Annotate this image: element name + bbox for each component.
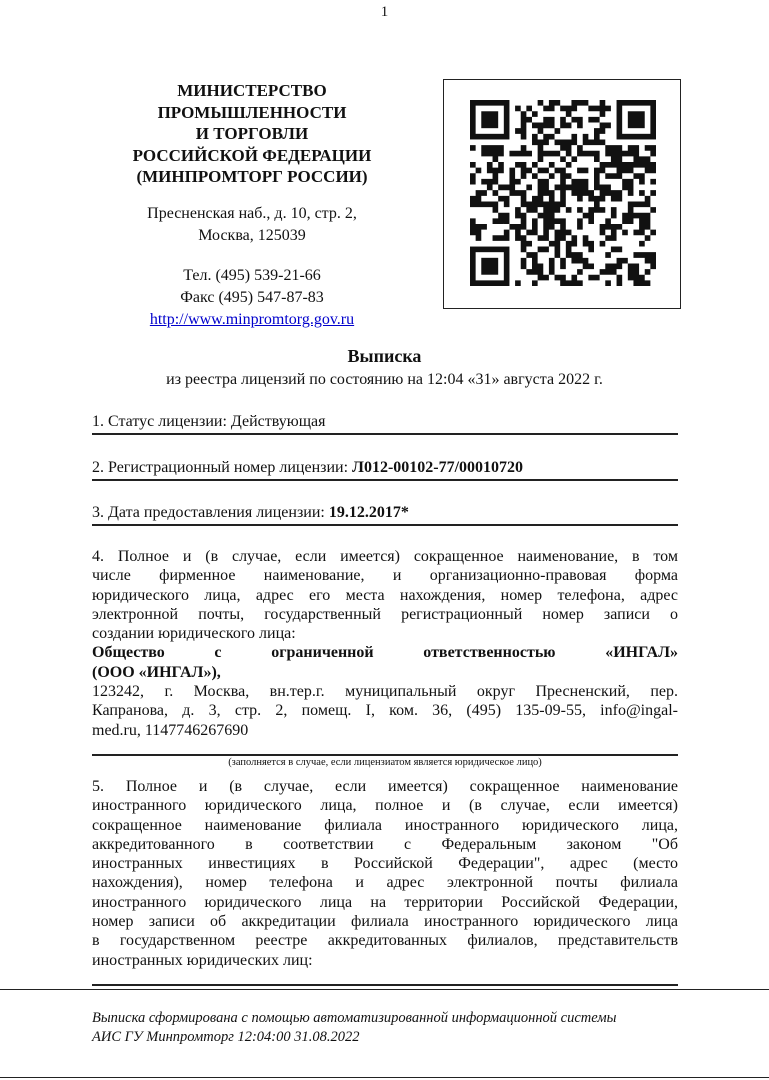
license-registration-number [92,458,678,481]
document-title: Выписка [347,346,422,366]
section-5-heading [92,777,678,970]
organization-name: Общество с ограниченной ответственностью «ИНГАЛ» [92,644,678,662]
issue-date-value: 19.12.2017* [328,504,409,521]
text-line: иностранного юридического лица, полное и (в случае, если имеется) [92,797,678,815]
organization-address-line: 123242, г. Москва, вн.тер.г. муниципальный округ Пресненский, пер. [92,683,678,701]
ministry-name-line: РОССИЙСКОЙ ФЕДЕРАЦИИ [132,145,372,165]
fax: Факс (495) 547-87-83 [180,288,324,306]
text-line: создании юридического лица: [92,625,296,643]
bottom-separator [0,1077,769,1078]
text-line: иностранных инвестициях в Российской Федерации", адрес (место [92,855,678,873]
ministry-name [92,80,412,188]
footer-separator [0,989,769,990]
ministry-address [92,203,412,247]
text-line: иностранного юридического лица на территории Российской Федерации, [92,893,678,911]
registration-number-value: Л012-00102-77/00010720 [352,459,524,476]
registration-number-label: 2. Регистрационный номер лицензии: [92,459,353,476]
website-link[interactable]: http://www.minpromtorg.gov.ru [149,310,355,328]
text-line: электронной почты, государственный регистрационный номер записи о [92,605,678,623]
section-5-rule [92,984,678,986]
license-issue-date [92,503,678,526]
text-line: иностранных юридических лиц: [92,951,313,969]
page-number: 1 [380,4,389,20]
issue-date-label: 3. Дата предоставления лицензии: [92,504,329,521]
footer-line: Выписка сформирована с помощью автоматизированной информационной системы [92,1010,617,1026]
text-line: 5. Полное и (в случае, если имеется) сокращенное наименование [92,778,678,795]
text-line: нахождения), номер телефона и адрес электронной почты филиала [92,874,678,892]
ministry-name-line: И ТОРГОВЛИ [195,124,309,143]
text-line: 4. Полное и (в случае, если имеется) сокращенное наименование, в том [92,548,678,565]
text-line: юридического лица, адрес его места нахождения, номер телефона, адрес [92,586,678,604]
footer-line: АИС ГУ Минпромторг 12:04:00 31.08.2022 [92,1029,360,1045]
section-4-note: (заполняется в случае, если лицензиатом является юридическое лицо) [228,757,542,768]
organization-address-line: Капранова, д. 3, стр. 2, помещ. I, ком. 36, (495) 135-09-55, info@ingal- [92,702,678,720]
qr-code-frame [443,79,681,309]
section-4-rule [92,754,678,756]
license-status-label: 1. Статус лицензии: [92,413,231,430]
license-status-value: Действующая [230,413,326,430]
document-subtitle: из реестра лицензий по состоянию на 12:04 «31» августа 2022 г. [166,371,603,388]
ministry-name-line: МИНИСТЕРСТВО [177,81,327,100]
text-line: номер записи об аккредитации филиала иностранного юридического лица [92,913,678,931]
footer-note [92,1009,678,1047]
ministry-header [92,80,412,331]
ministry-name-line: ПРОМЫШЛЕННОСТИ [157,102,347,122]
address-line: Пресненская наб., д. 10, стр. 2, [147,204,357,222]
qr-code-icon [470,100,656,286]
phone: Тел. (495) 539-21-66 [183,266,321,284]
license-status [92,412,678,435]
text-line: в государственном реестре аккредитованных филиалов, представительств [92,932,678,950]
ministry-contacts [92,265,412,331]
ministry-name-line: (МИНПРОМТОРГ РОССИИ) [136,167,368,186]
address-line: Москва, 125039 [198,226,306,244]
section-4-heading [92,547,678,740]
text-line: аккредитованного в соответствии с Федеральным законом "Об [92,835,678,853]
text-line: сокращенное наименование филиала иностранного юридического лица, [92,816,678,834]
text-line: числе фирменное наименование, и организационно-правовая форма [92,567,678,585]
organization-short-name: (ООО «ИНГАЛ»), [92,663,221,681]
organization-address-line: med.ru, 1147746267690 [92,721,249,739]
